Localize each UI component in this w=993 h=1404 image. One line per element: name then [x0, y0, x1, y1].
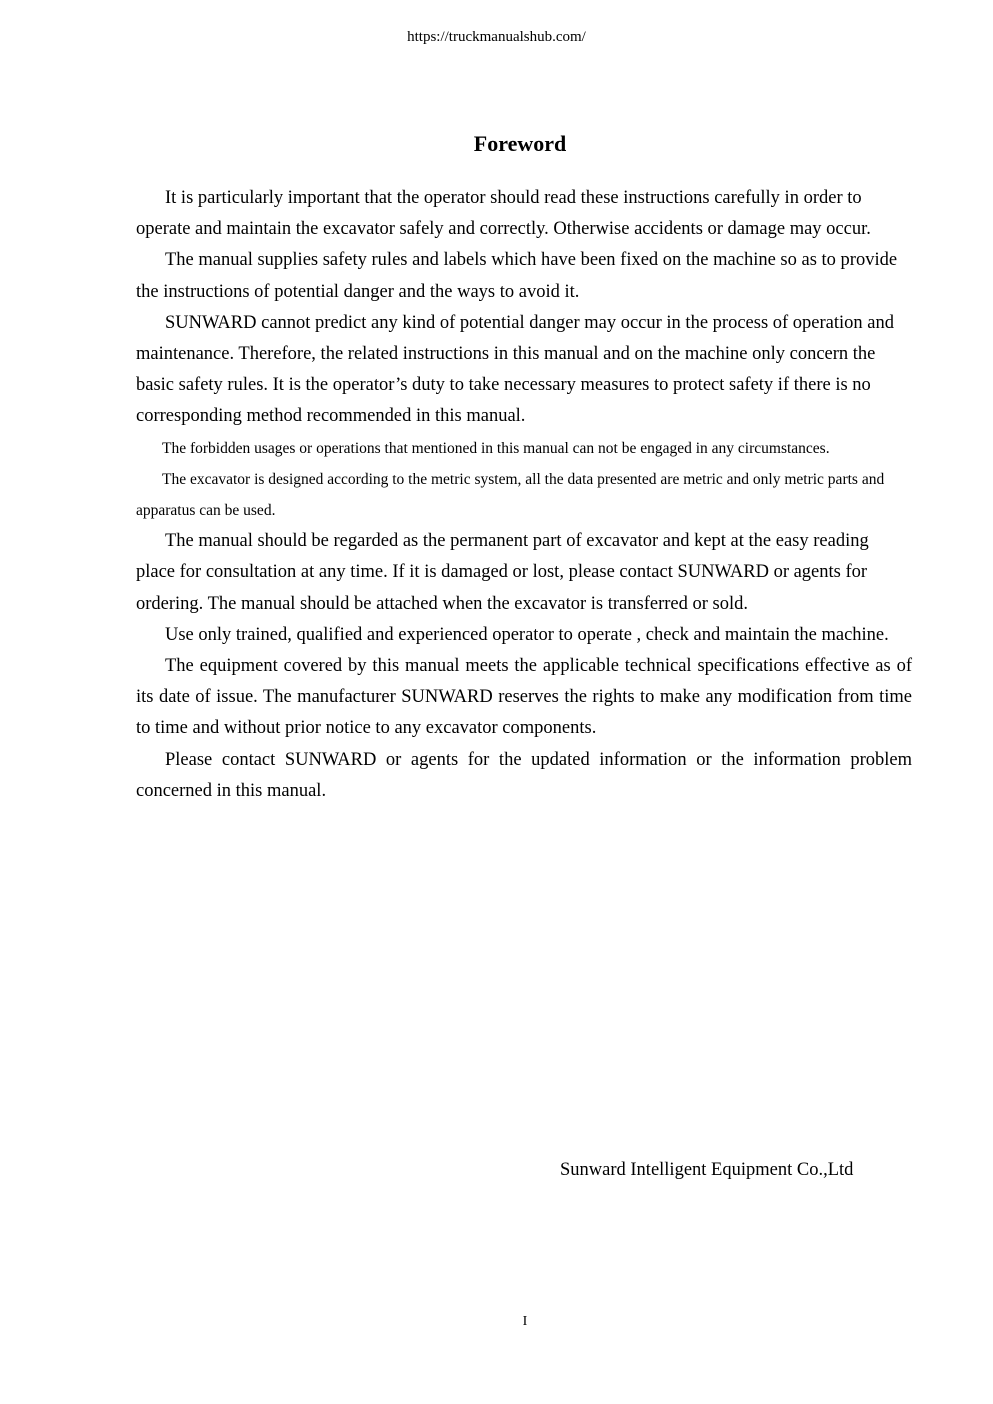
paragraph-contact: Please contact SUNWARD or agents for the updated information or the information problem concerned in this manual. [136, 749, 912, 801]
paragraph-specifications: The equipment covered by this manual meets the applicable technical specifications effective as of its date of issue. The manufacturer SUNWARD reserves the rights to make any modification from time to time and without prior notice to any excavator components. [136, 656, 912, 739]
foreword-body [136, 183, 912, 807]
paragraph-metric-system: The excavator is designed according to the metric system, all the data presented are metric and only metric parts and apparatus can be used. [136, 470, 885, 520]
paragraph-trained-operator: Use only trained, qualified and experienced operator to operate , check and maintain the machine. [165, 624, 889, 645]
header-url: https://truckmanualshub.com/ [407, 29, 586, 45]
paragraph-forbidden-usages: The forbidden usages or operations that mentioned in this manual can not be engaged in any circumstances. [162, 439, 830, 457]
page-number: I [522, 1314, 528, 1329]
company-signature: Sunward Intelligent Equipment Co.,Ltd [560, 1160, 854, 1180]
page-title: Foreword [473, 131, 567, 156]
paragraph-potential-danger: SUNWARD cannot predict any kind of potential danger may occur in the process of operation and maintenance. Therefore, the related instructions in this manual and on the machine only concern the basic safety rules. It is the operator’s duty to take necessary measures to protect safety if there is no corresponding method recommended in this manual. [136, 312, 894, 427]
paragraph-permanent-part: The manual should be regarded as the permanent part of excavator and kept at the easy reading place for consultation at any time. If it is damaged or lost, please contact SUNWARD or agents for ordering. The manual should be attached when the excavator is transferred or sold. [136, 531, 869, 614]
paragraph-read-instructions: It is particularly important that the operator should read these instructions carefully in order to operate and maintain the excavator safely and correctly. Otherwise accidents or damage may occur. [136, 188, 871, 240]
paragraph-safety-rules: The manual supplies safety rules and labels which have been fixed on the machine so as to provide the instructions of potential danger and the ways to avoid it. [136, 250, 898, 302]
